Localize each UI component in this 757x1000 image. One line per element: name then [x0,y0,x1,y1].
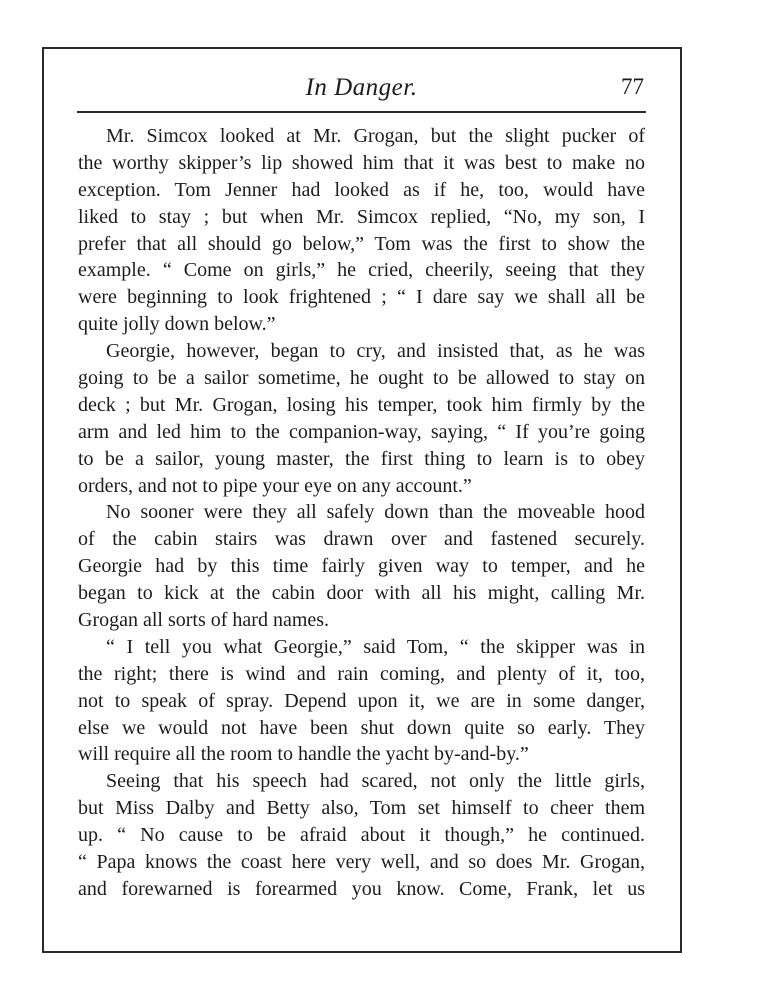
text-line: arm and led him to the companion-way, saying, “ If you’re going [78,420,645,443]
text-line: the right; there is wind and rain coming, and plenty of it, too, [78,662,645,685]
text-line: prefer that all should go below,” Tom was the first to show the [78,232,645,255]
text-line: of the cabin stairs was drawn over and fastened securely. [78,528,645,551]
body-text [78,123,645,903]
text-line: Seeing that his speech had scared, not only the little girls, [106,770,645,793]
text-line: No sooner were they all safely down than the moveable hood [106,501,645,524]
text-line: example. “ Come on girls,” he cried, cheerily, seeing that they [78,259,645,282]
header-rule [77,111,646,113]
text-line: were beginning to look frightened ; “ I dare say we shall all be [78,286,645,309]
text-line: Grogan all sorts of hard names. [78,609,330,632]
text-line: Georgie had by this time fairly given way to temper, and he [78,555,645,578]
text-line: not to speak of spray. Depend upon it, we are in some danger, [78,689,645,712]
text-line: the worthy skipper’s lip showed him that it was best to make no [78,151,645,174]
text-line: and forewarned is forearmed you know. Come, Frank, let us [78,877,645,900]
page-number: 77 [621,74,644,99]
text-line: orders, and not to pipe your eye on any account.” [78,474,472,497]
text-line: but Miss Dalby and Betty also, Tom set himself to cheer them [78,797,645,820]
text-line: Mr. Simcox looked at Mr. Grogan, but the slight pucker of [106,125,645,147]
chapter-title: In Danger. [305,74,418,101]
text-line: up. “ No cause to be afraid about it though,” he continued. [78,824,645,847]
text-line: “ Papa knows the coast here very well, and so does Mr. Grogan, [78,851,645,874]
running-head [77,74,646,104]
text-line: will require all the room to handle the yacht by-and-by.” [78,743,529,766]
text-line: deck ; but Mr. Grogan, losing his temper, took him firmly by the [78,393,645,416]
text-line: began to kick at the cabin door with all his might, calling Mr. [78,582,645,605]
text-line: to be a sailor, young master, the first thing to learn is to obey [78,447,645,470]
text-line: going to be a sailor sometime, he ought to be allowed to stay on [78,367,645,390]
text-line: “ I tell you what Georgie,” said Tom, “ the skipper was in [106,635,645,658]
text-line: Georgie, however, began to cry, and insisted that, as he was [106,340,645,363]
text-line: exception. Tom Jenner had looked as if he, too, would have [78,178,645,201]
text-line: quite jolly down below.” [78,313,276,336]
text-line: liked to stay ; but when Mr. Simcox replied, “No, my son, I [78,205,645,228]
text-line: else we would not have been shut down quite so early. They [78,716,645,739]
